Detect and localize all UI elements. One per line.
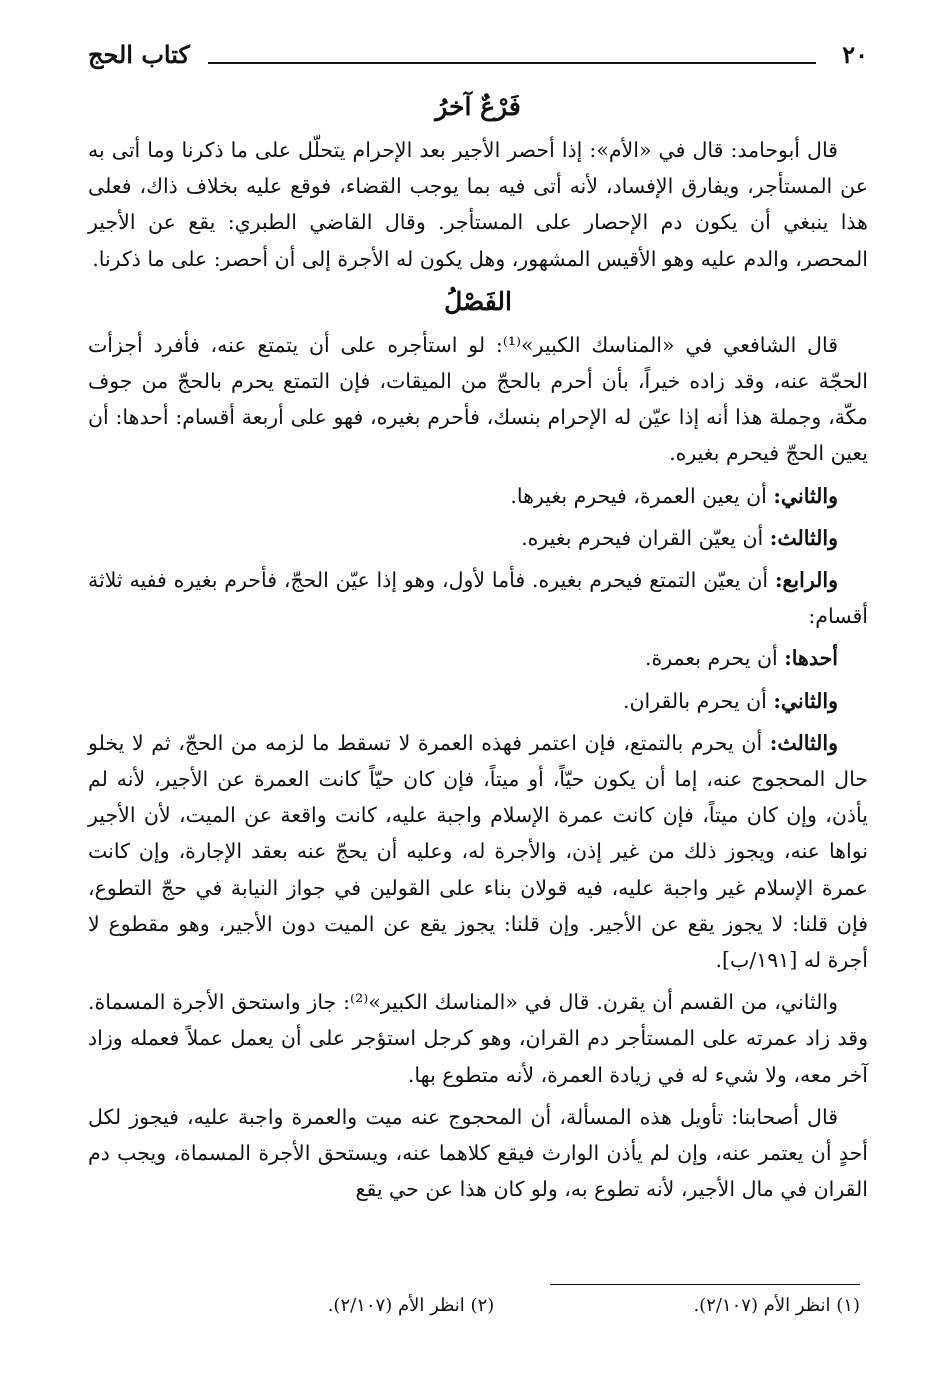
paragraph-text: أن يحرم بالقران. [622, 688, 774, 713]
paragraph [88, 725, 868, 978]
footnote-item [500, 1292, 860, 1320]
header-rule [208, 62, 816, 64]
paragraph-text: أن يعيّن التمتع فيحرم بغيره. فأما لأول، وهو إذا عيّن الحجّ، فأحرم بغيره ففيه ثلاثة أقسام: [88, 568, 868, 629]
paragraph-lead: أحدها: [784, 646, 838, 671]
paragraph-lead: والرابع: [774, 568, 838, 593]
footnote-number: (٢) [470, 1295, 495, 1316]
paragraph-text: قال أبوحامد: قال في «الأم»: إذا أحصر الأجير بعد الإحرام يتحلّل على ما ذكرنا وما أتى به عن المستأجر، ويفارق الإفساد، لأنه أتى فيه بما يوجب القضاء، فوقع عليه بخلاف ذاك، فعلى هذا ينبغي أن يكون دم الإحصار على المستأجر. وقال القاضي الطبري: يقع عن الأجير المحصر، والدم عليه وهو الأقيس المشهور، وهل يكون له الأجرة إلى أن أحصر: على ما ذكرنا. [88, 138, 868, 271]
paragraph-text: قال أصحابنا: تأويل هذه المسألة، أن المحجوج عنه ميت والعمرة واجبة عليه، فيجوز لكل أحدٍ أن يعتمر عنه، وإن لم يأذن الوارث فيقع كلاهما عنه، ويستحق الأجرة المسماة، ويجب دم القران في مال الأجير، لأنه تطوع به، ولو كان هذا عن حي يقع [88, 1104, 868, 1202]
paragraph-lead: والثاني: [773, 688, 838, 713]
paragraph [88, 640, 868, 676]
paragraph [88, 984, 868, 1093]
section-heading-far-akhar: فَرْعٌ آخرُ [435, 92, 521, 121]
paragraph [88, 132, 868, 277]
paragraph [88, 683, 868, 719]
paragraph [88, 478, 868, 514]
paragraph-text: أن يحرم بعمرة. [644, 646, 785, 671]
footnote-number: (١) [836, 1295, 860, 1316]
page-body [88, 86, 868, 1207]
footnote-text: انظر الأم (٢/١٠٧). [693, 1295, 831, 1316]
paragraph-lead: والثالث: [769, 730, 838, 755]
paragraph-lead: والثاني: [773, 483, 838, 508]
page-number: ٢٠ [842, 40, 868, 69]
book-title: كتاب الحج [88, 40, 190, 69]
paragraph-lead: والثالث: [769, 525, 838, 550]
paragraph [88, 520, 868, 556]
paragraph-text: أن يحرم بالتمتع، فإن اعتمر فهذه العمرة لا تسقط ما لزمه من الحجّ، ثم لا يخلو حال المحجوج عنه، إما أن يكون حيّاً، أو ميتاً، فإن كان حيّاً كانت العمرة عن الأجير، لأنه لم يأذن، وإن كان ميتاً، فإن كانت عمرة الإسلام واجبة عليه، كانت واقعة عن الميت، لأن الأجير نواها عنه، ويجوز ذلك من غير إذن، والأجرة له، وعليه أن يحجّ عنه بعقد الإجارة، وإن كانت عمرة الإسلام غير واجبة عليه، فيه قولان بناء على القولين في جواز النيابة في حجّ التطوع، فإن قلنا: لا يجوز يقع عن الأجير. وإن قلنا: يجوز يقع عن الميت دون الأجير، وهو مقطوع لا أجرة له [١٩١/ب]. [88, 730, 868, 973]
paragraph-text: والثاني، من القسم أن يقرن. قال في «المناسك الكبير»⁽²⁾: جاز واستحق الأجرة المسماة. وقد زاد عمرته على المستأجر دم القران، وهو كرجل استؤجر على أن يعمل عملاً فعمله وزاد آخر معه، ولا شيء له في زيادة العمرة، لأنه متطوع بها. [88, 990, 868, 1087]
footnote-rule [550, 1284, 860, 1285]
footnote-item [134, 1292, 494, 1320]
paragraph-text: قال الشافعي في «المناسك الكبير»⁽¹⁾: لو استأجره على أن يتمتع عنه، فأفرد أجزأت الحجّة عنه، وقد زاده خيراً، بأن أحرم بالحجّ من الميقات، فإن التمتع يحرم بالحجّ من جوف مكّة، وجملة هذا أنه إذا عيّن له الإحرام بنسك، فأحرم بغيره، فهو على أربعة أقسام: أحدها: أن يعين الحجّ فيحرم بغيره. [88, 332, 868, 466]
paragraph [88, 327, 868, 472]
paragraph [88, 1099, 868, 1208]
paragraph-text: أن يعين العمرة، فيحرم بغيرها. [510, 483, 774, 508]
footnotes [80, 1292, 860, 1320]
page-header [88, 38, 868, 78]
paragraph [88, 562, 868, 634]
section-heading-fasl: الفَصْلُ [444, 286, 512, 316]
footnote-text: انظر الأم (٢/١٠٧). [327, 1295, 465, 1316]
paragraph-text: أن يعيّن القران فيحرم بغيره. [521, 525, 770, 550]
